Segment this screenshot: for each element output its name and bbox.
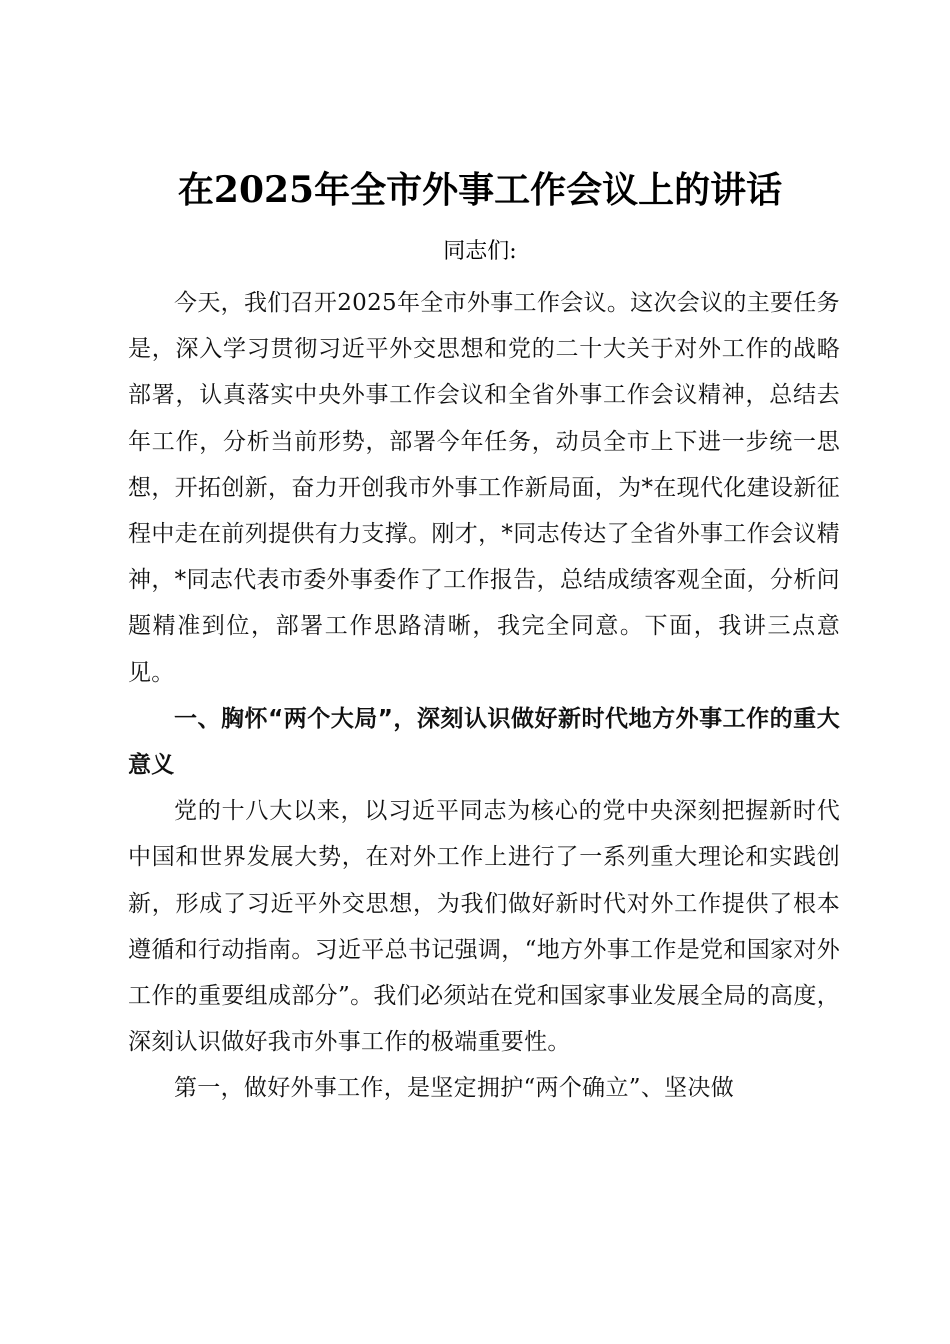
intro-paragraph: 今天，我们召开2025年全市外事工作会议。这次会议的主要任务是，深入学习贯彻习近平外交思想和党的二十大关于对外工作的战略部署，认真落实中央外事工作会议和全省外事工作会议精神，总结去年工作，分析当前形势，部署今年任务，动员全市上下进一步统一思想，开拓创新，奋力开创我市外事工作新局面，为*在现代化建设新征程中走在前列提供有力支撑。刚才，*同志传达了全省外事工作会议精神，*同志代表市委外事委作了工作报告，总结成绩客观全面，分析问题精准到位，部署工作思路清晰，我完全同意。下面，我讲三点意见。 bbox=[128, 290, 840, 686]
salutation: 同志们: bbox=[443, 239, 517, 264]
document-body bbox=[128, 280, 840, 1112]
section-heading-1: 一、胸怀“两个大局”，深刻认识做好新时代地方外事工作的重大意义 bbox=[128, 705, 840, 779]
section-1-paragraph: 党的十八大以来，以习近平同志为核心的党中央深刻把握新时代中国和世界发展大势，在对外工作上进行了一系列重大理论和实践创新，形成了习近平外交思想，为我们做好新时代对外工作提供了根本遵循和行动指南。习近平总书记强调，“地方外事工作是党和国家对外工作的重要组成部分”。我们必须站在党和国家事业发展全局的高度，深刻认识做好我市外事工作的极端重要性。 bbox=[128, 798, 840, 1056]
section-1-point-1-paragraph: 第一，做好外事工作，是坚定拥护“两个确立”、坚决做 bbox=[174, 1075, 735, 1102]
document-title: 在2025年全市外事工作会议上的讲话 bbox=[177, 169, 783, 211]
